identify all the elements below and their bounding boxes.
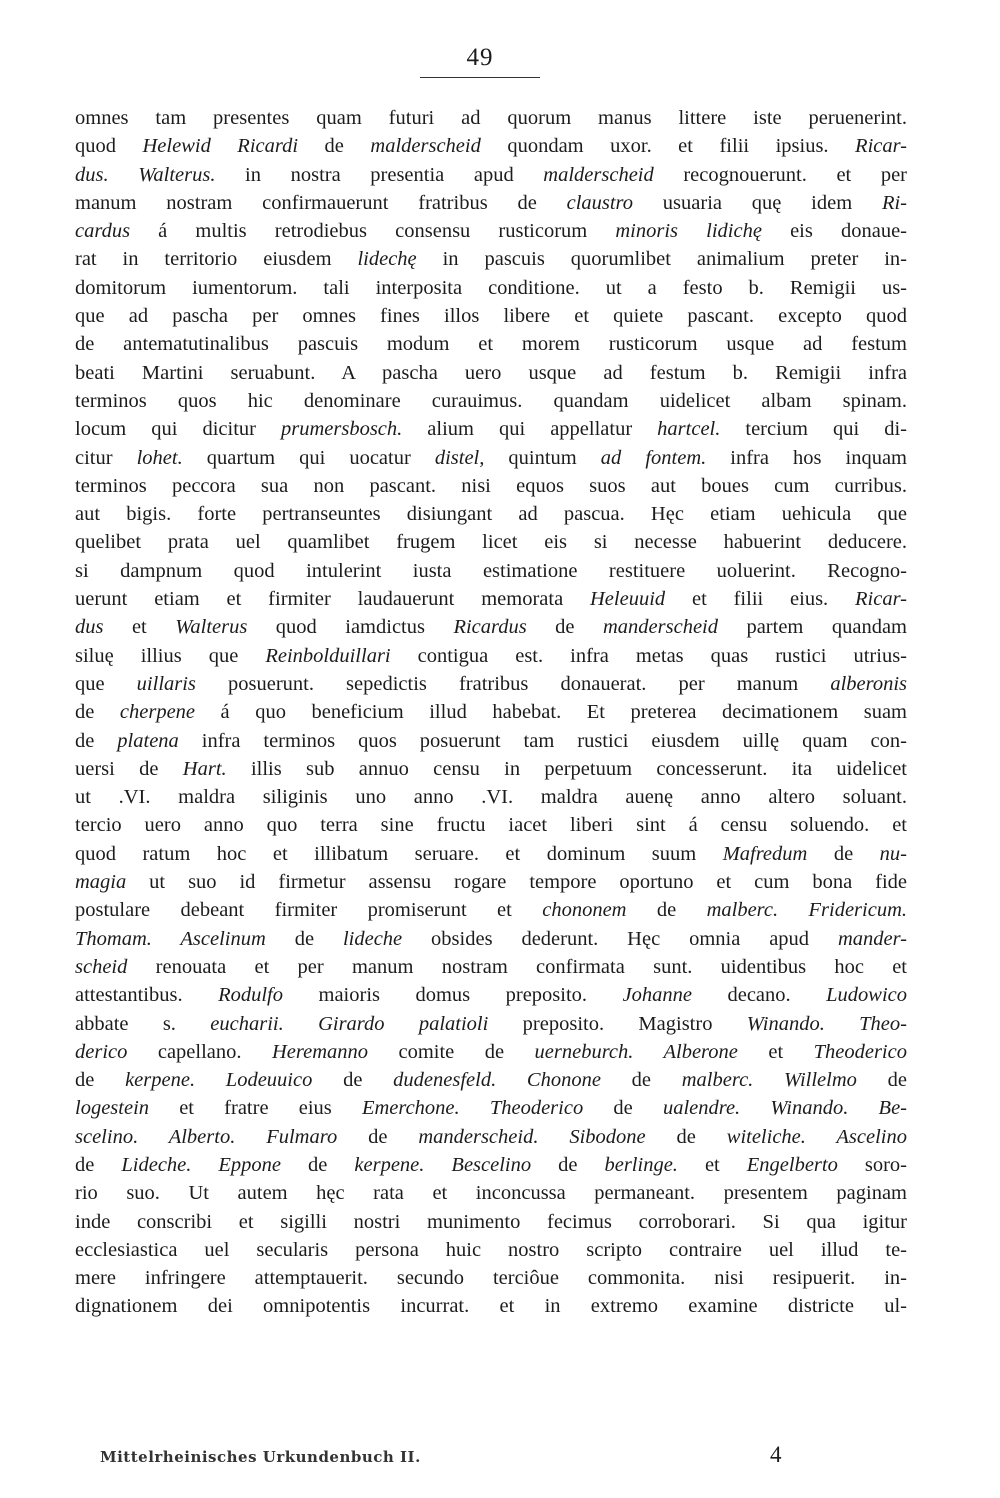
text-run: de: [337, 1125, 419, 1148]
text-run: posuerunt. sepedictis fratribus donauerat. per manum: [195, 672, 831, 695]
text-line: [75, 274, 907, 302]
italic-name: dus: [75, 616, 104, 639]
italic-name: magia: [75, 871, 127, 894]
text-line: [75, 415, 907, 443]
text-run: de: [856, 1069, 907, 1092]
italic-name: logestein: [75, 1097, 150, 1120]
text-run: renouata et per manum nostram confirmata sunt. uidentibus hoc et: [127, 955, 907, 978]
text-run: attestantibus.: [75, 984, 219, 1007]
text-line: [75, 868, 907, 896]
italic-name: Engelberto: [746, 1153, 838, 1176]
text-run: in nostra presentia apud: [215, 163, 544, 186]
text-run: de: [312, 1069, 394, 1092]
footer-sheet-number: 4: [770, 1442, 782, 1467]
italic-name: malderscheid: [370, 135, 481, 158]
italic-name: Ricar-: [855, 588, 907, 611]
text-run: preposito. Magistro: [488, 1012, 747, 1035]
text-run: tercio uero anno quo terra sine fructu iacet liberi sint á censu soluendo. et: [75, 814, 907, 837]
text-run: omnes tam presentes quam futuri ad quorum manus littere iste peruenerint.: [75, 107, 907, 129]
text-run: comite de: [368, 1040, 535, 1063]
text-run: quondam uxor. et filii ipsius.: [480, 135, 856, 158]
text-run: de antematutinalibus pascuis modum et morem rusticorum usque ad festum: [75, 333, 907, 356]
italic-name: malderscheid: [543, 163, 654, 186]
text-run: [778, 899, 808, 921]
text-run: ut .VI. maldra siliginis uno anno .VI. maldra auenę anno altero soluant.: [75, 786, 907, 809]
italic-name: Rodulfo: [218, 984, 284, 1007]
text-run: et: [103, 616, 176, 639]
text-line: [75, 783, 907, 811]
text-run: de: [75, 1069, 126, 1092]
italic-name: eucharii. Girardo palatioli: [210, 1012, 489, 1035]
italic-name: lidechę: [357, 248, 417, 271]
text-line: [75, 642, 907, 670]
text-run: quod iamdictus: [247, 616, 454, 639]
text-run: terminos peccora sua non pascant. nisi equos suos aut boues cum curribus.: [75, 474, 907, 497]
italic-name: uerneburch. Alberone: [534, 1040, 738, 1063]
italic-name: scheid: [75, 955, 128, 978]
text-line: [75, 472, 907, 500]
italic-name: manderscheid: [602, 616, 718, 639]
text-run: quod: [75, 135, 143, 158]
text-run: rat in territorio eiusdem: [75, 248, 358, 271]
text-run: de: [265, 927, 343, 950]
text-run: obsides dederunt. Hęc omnia apud: [402, 927, 838, 950]
text-run: de: [807, 842, 880, 865]
italic-name: malberc.: [706, 899, 779, 922]
text-run: ecclesiastica uel secularis persona huic nostro scripto contraire uel illud te-: [75, 1238, 907, 1261]
text-run: manum nostram confirmauerunt fratribus de: [75, 191, 567, 214]
text-run: maioris domus preposito.: [283, 984, 623, 1007]
text-run: de: [75, 729, 118, 752]
text-run: et: [737, 1040, 814, 1063]
text-run: in pascuis quorumlibet animalium preter in-: [416, 248, 907, 271]
text-line: [75, 104, 907, 132]
text-run: usuaria quę idem: [633, 191, 882, 214]
text-line: [75, 1208, 907, 1236]
text-run: que ad pascha per omnes fines illos libere et quiete pascant. excepto quod: [75, 305, 907, 328]
italic-name: kerpene. Bescelino: [354, 1153, 532, 1176]
text-run: que: [75, 672, 137, 695]
text-run: de: [281, 1153, 355, 1176]
text-line: [75, 1038, 907, 1066]
italic-name: Emerchone. Theoderico: [361, 1097, 584, 1120]
text-line: [75, 840, 907, 868]
italic-name: dus. Walterus.: [75, 163, 216, 186]
text-line: [75, 387, 907, 415]
text-run: eis donaue-: [761, 220, 908, 243]
text-run: soro-: [837, 1153, 908, 1176]
text-line: [75, 359, 907, 387]
text-run: de: [75, 1153, 122, 1176]
text-run: quartum qui uocatur: [182, 446, 435, 469]
text-line: [75, 727, 907, 755]
italic-name: Reinbolduillari: [265, 644, 391, 667]
text-run: recognouerunt. et per: [653, 163, 908, 186]
text-line: [75, 1010, 907, 1038]
text-line: [75, 1123, 907, 1151]
text-run: tercium qui di-: [720, 418, 907, 441]
text-line: [75, 161, 907, 189]
text-line: [75, 953, 907, 981]
italic-name: Helewid Ricardi: [142, 135, 299, 158]
text-run: beati Martini seruabunt. A pascha uero usque ad festum b. Remigii infra: [75, 361, 907, 384]
text-line: [75, 330, 907, 358]
text-run: abbate s.: [75, 1012, 211, 1035]
text-line: [75, 245, 907, 273]
italic-name: hartcel.: [657, 418, 721, 441]
text-run: decano.: [691, 984, 827, 1007]
italic-name: Fridericum.: [808, 899, 907, 922]
italic-name: Heremanno: [271, 1040, 368, 1063]
text-line: [75, 132, 907, 160]
text-line: [75, 557, 907, 585]
text-run: et: [677, 1153, 747, 1176]
italic-name: Ricar-: [855, 135, 908, 158]
text-line: [75, 1292, 907, 1320]
header-rule: [420, 77, 540, 78]
italic-name: platena: [117, 729, 179, 752]
italic-name: cardus: [75, 220, 131, 243]
body-text: [75, 104, 907, 1321]
italic-name: Ludowico: [826, 984, 907, 1007]
italic-name: uillaris: [136, 672, 196, 695]
italic-name: Heleuuid: [590, 588, 666, 611]
text-line: [75, 1151, 907, 1179]
italic-name: Winando. Theo-: [746, 1012, 907, 1035]
text-run: de: [626, 899, 707, 922]
text-run: quelibet prata uel quamlibet frugem licet eis si necesse habuerint deducere.: [75, 531, 907, 554]
text-run: de: [583, 1097, 663, 1120]
text-run: contigua est. infra metas quas rustici utrius-: [390, 644, 907, 667]
text-line: [75, 670, 907, 698]
text-run: aut bigis. forte pertranseuntes disiungant ad pascua. Hęc etiam uehicula que: [75, 503, 907, 526]
text-run: domitorum iumentorum. tali interposita conditione. ut a festo b. Remigii us-: [75, 276, 907, 299]
text-line: [75, 981, 907, 1009]
italic-name: Theoderico: [813, 1040, 907, 1063]
text-run: á multis retrodiebus consensu rusticorum: [130, 220, 616, 243]
text-line: [75, 811, 907, 839]
italic-name: ad fontem.: [600, 446, 707, 469]
italic-name: lohet.: [136, 446, 183, 469]
text-line: [75, 1066, 907, 1094]
text-run: partem quandam: [718, 616, 907, 639]
italic-name: derico: [75, 1040, 128, 1063]
text-run: rio suo. Ut autem hęc rata et inconcussa permaneant. presentem paginam: [75, 1182, 907, 1205]
text-run: dignationem dei omnipotentis incurrat. et in extremo examine districte ul-: [75, 1295, 907, 1318]
text-run: uersi de: [75, 757, 183, 780]
italic-name: mander-: [837, 927, 907, 950]
text-run: et filii eius.: [665, 588, 856, 611]
text-run: alium qui appellatur: [402, 418, 658, 441]
text-run: terminos quos hic denominare curauimus. quandam uidelicet albam spinam.: [75, 389, 907, 412]
italic-name: Thomam. Ascelinum: [75, 927, 266, 950]
text-line: [75, 217, 907, 245]
italic-name: nu-: [879, 842, 907, 865]
footer-signature: Mittelrheinisches Urkundenbuch II.: [100, 1448, 421, 1466]
italic-name: berlinge.: [604, 1153, 678, 1176]
italic-name: Johanne: [622, 984, 692, 1007]
text-line: [75, 1179, 907, 1207]
italic-name: prumersbosch.: [280, 418, 403, 441]
italic-name: Ri-: [881, 191, 907, 214]
text-line: [75, 1264, 907, 1292]
italic-name: minoris lidichę: [615, 220, 762, 243]
italic-name: Lideche. Eppone: [121, 1153, 282, 1176]
text-run: quod ratum hoc et illibatum seruare. et dominum suum: [75, 842, 723, 865]
italic-name: alberonis: [830, 672, 907, 695]
text-run: ut suo id firmetur assensu rogare tempore oportuno et cum bona fide: [126, 871, 907, 894]
italic-name: dudenesfeld. Chonone: [393, 1069, 601, 1092]
italic-name: witeliche. Ascelino: [726, 1125, 907, 1148]
text-run: infra terminos quos posuerunt tam rustici eiusdem uillę quam con-: [178, 729, 907, 752]
italic-name: distel,: [434, 446, 485, 469]
italic-name: Walterus: [175, 616, 248, 639]
italic-name: lideche: [342, 927, 403, 950]
text-run: locum qui dicitur: [75, 418, 281, 441]
text-run: á quo beneficium illud habebat. Et preterea decimationem suam: [195, 701, 907, 724]
text-run: quintum: [484, 446, 601, 469]
text-run: et fratre eius: [149, 1097, 362, 1120]
text-run: de: [645, 1125, 727, 1148]
text-line: [75, 189, 907, 217]
text-line: [75, 1236, 907, 1264]
italic-name: scelino. Alberto. Fulmaro: [75, 1125, 338, 1148]
page-number: 49: [466, 44, 494, 71]
text-line: [75, 698, 907, 726]
text-run: de: [531, 1153, 605, 1176]
text-run: de: [526, 616, 603, 639]
text-run: uerunt etiam et firmiter laudauerunt memorata: [75, 588, 590, 611]
text-line: [75, 1094, 907, 1122]
italic-name: cherpene: [119, 701, 196, 724]
text-line: [75, 528, 907, 556]
italic-name: manderscheid. Sibodone: [418, 1125, 646, 1148]
text-line: [75, 925, 907, 953]
italic-name: Mafredum: [722, 842, 808, 865]
text-run: de: [600, 1069, 682, 1092]
italic-name: chononem: [542, 899, 627, 922]
text-line: [75, 302, 907, 330]
text-run: mere infringere attemptauerit. secundo terciôue commonita. nisi resipuerit. in-: [75, 1267, 907, 1290]
italic-name: malberc. Willelmo: [681, 1069, 857, 1092]
text-line: [75, 444, 907, 472]
text-run: capellano.: [127, 1040, 272, 1063]
text-line: [75, 500, 907, 528]
text-run: postulare debeant firmiter promiserunt et: [75, 899, 543, 922]
text-line: [75, 755, 907, 783]
italic-name: Ricardus: [453, 616, 527, 639]
text-run: de: [75, 701, 120, 724]
text-run: inde conscribi et sigilli nostri munimento fecimus corroborari. Si qua igitur: [75, 1210, 907, 1233]
italic-name: Hart.: [182, 757, 227, 780]
text-run: si dampnum quod intulerint iusta estimatione restituere uoluerint. Recogno-: [75, 559, 907, 582]
italic-name: claustro: [566, 191, 634, 214]
text-run: citur: [75, 446, 137, 469]
text-line: [75, 613, 907, 641]
text-run: de: [298, 135, 371, 158]
text-run: infra hos inquam: [706, 446, 908, 469]
italic-name: ualendre. Winando. Be-: [662, 1097, 907, 1120]
text-line: [75, 896, 907, 924]
text-run: illis sub annuo censu in perpetuum concesserunt. ita uidelicet: [226, 757, 907, 780]
italic-name: kerpene. Lodeuuico: [125, 1069, 313, 1092]
text-run: siluę illius que: [75, 644, 266, 667]
text-line: [75, 585, 907, 613]
